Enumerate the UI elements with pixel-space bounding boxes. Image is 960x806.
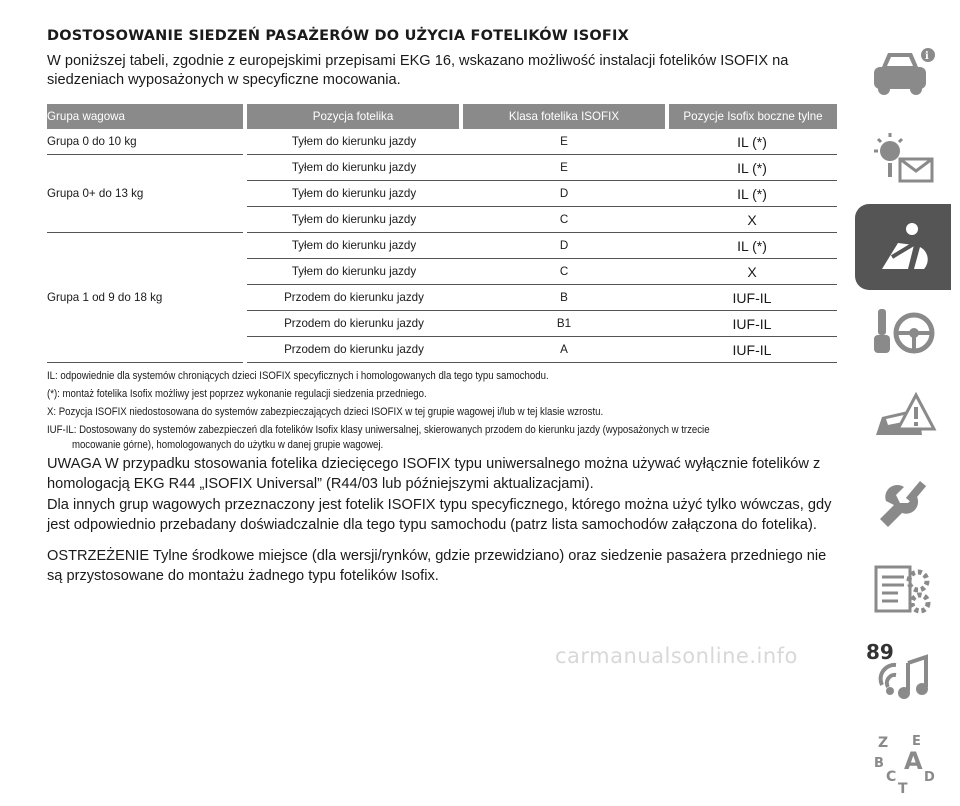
note-il	[47, 369, 838, 384]
table-row	[47, 155, 837, 181]
note-text: IUF-IL: Dostosowany do systemów zabezpieczeń dla fotelików Isofix klasy uniwersalnej, skierowanych przodem do kierunku jazdy (wyposażonych w trzecie	[47, 424, 710, 436]
page-number: 89	[866, 640, 894, 664]
car-icon	[868, 45, 938, 105]
index-letter-a: A	[904, 747, 923, 775]
class-cell: C	[461, 207, 667, 233]
table-row	[47, 129, 837, 155]
warning-paragraph: UWAGA W przypadku stosowania fotelika dziecięcego ISOFIX typu uniwersalnego można używać wyłącznie fotelików z homologacją EKG R44 „ISOFIX Universal” (R44/03 lub późniejszymi aktualizacjami).	[47, 456, 821, 492]
note-x	[47, 405, 838, 420]
table-row	[47, 233, 837, 259]
sidebar-item-car[interactable]	[855, 32, 951, 118]
note-asterisk	[47, 387, 838, 402]
position-cell: Tyłem do kierunku jazdy	[245, 181, 461, 207]
index-letter-c: C	[886, 769, 897, 785]
warning-lights-icon	[868, 131, 938, 191]
position-cell: Tyłem do kierunku jazdy	[245, 129, 461, 155]
position-cell: Tyłem do kierunku jazdy	[245, 233, 461, 259]
weight-group-cell: Grupa 0+ do 13 kg	[47, 155, 245, 233]
isofix-table	[47, 104, 837, 363]
value-cell: X	[667, 259, 837, 285]
index-letter-b: B	[874, 756, 884, 771]
index-icon	[868, 731, 938, 795]
header-rear-side-positions: Pozycje Isofix boczne tylne	[667, 104, 837, 129]
value-cell: IL (*)	[667, 129, 837, 155]
index-letter-t: T	[898, 781, 908, 795]
sidebar-item-driving[interactable]	[855, 290, 951, 376]
position-cell: Tyłem do kierunku jazdy	[245, 155, 461, 181]
note-iuf-il	[47, 423, 838, 453]
value-cell: IL (*)	[667, 181, 837, 207]
header-isofix-class: Klasa fotelika ISOFIX	[461, 104, 667, 129]
class-cell: B	[461, 285, 667, 311]
value-cell: IUF-IL	[667, 285, 837, 311]
header-weight-group: Grupa wagowa	[47, 104, 245, 129]
class-cell: E	[461, 129, 667, 155]
class-cell: B1	[461, 311, 667, 337]
sidebar-item-safety[interactable]	[855, 204, 951, 290]
note-text-continued: mocowanie górne), homologowanych do użytku w danej grupie wagowej.	[71, 439, 384, 451]
intro-paragraph: W poniższej tabeli, zgodnie z europejskimi przepisami EKG 16, wskazano możliwość instalacji fotelików ISOFIX na siedzeniach wyposażonych w specyficzne mocowania.	[47, 53, 789, 88]
weight-group-cell: Grupa 0 do 10 kg	[47, 129, 245, 155]
steering-key-icon	[868, 303, 938, 363]
technical-data-icon	[868, 561, 938, 621]
class-cell: C	[461, 259, 667, 285]
index-letter-e: E	[912, 734, 921, 749]
watermark: carmanualsonline.info	[555, 644, 798, 668]
maintenance-icon	[868, 475, 938, 535]
sidebar-item-technical-data[interactable]	[855, 548, 951, 634]
sidebar-item-maintenance[interactable]	[855, 462, 951, 548]
sidebar-item-breakdown[interactable]	[855, 376, 951, 462]
breakdown-icon	[868, 389, 938, 449]
value-cell: X	[667, 207, 837, 233]
airbag-safety-icon	[868, 217, 938, 277]
note-text: X: Pozycja ISOFIX niedostosowana do systemów zabezpieczających dzieci ISOFIX w tej grupie wagowej i/lub w tej klasie wzrostu.	[47, 406, 604, 418]
class-cell: D	[461, 181, 667, 207]
info-paragraph: Dla innych grup wagowych przeznaczony jest fotelik ISOFIX typu specyficznego, którego można użyć tylko wówczas, gdy jest odpowiednio przebadany doświadczalnie dla tego typu samochodu (patrz lista samochodów załączona do fotelika).	[47, 497, 832, 533]
value-cell: IL (*)	[667, 233, 837, 259]
value-cell: IUF-IL	[667, 311, 837, 337]
value-cell: IL (*)	[667, 155, 837, 181]
position-cell: Przodem do kierunku jazdy	[245, 285, 461, 311]
header-seat-position: Pozycja fotelika	[245, 104, 461, 129]
weight-group-cell: Grupa 1 od 9 do 18 kg	[47, 233, 245, 363]
value-cell: IUF-IL	[667, 337, 837, 363]
position-cell: Tyłem do kierunku jazdy	[245, 259, 461, 285]
page-title: DOSTOSOWANIE SIEDZEŃ PASAŻERÓW DO UŻYCIA FOTELIKÓW ISOFIX	[47, 28, 630, 44]
position-cell: Przodem do kierunku jazdy	[245, 311, 461, 337]
sidebar-item-index[interactable]	[855, 720, 951, 806]
index-letter-z: Z	[878, 735, 889, 751]
class-cell: A	[461, 337, 667, 363]
note-text: IL: odpowiednie dla systemów chroniących dzieci ISOFIX specyficznych i homologowanych dla tego typu samochodu.	[47, 370, 549, 382]
main-content	[47, 28, 837, 586]
sidebar-item-warning-lights[interactable]	[855, 118, 951, 204]
note-text: (*): montaż fotelika Isofix możliwy jest poprzez wykonanie regulacji siedzenia przedniego.	[47, 388, 427, 400]
table-notes	[47, 369, 837, 453]
position-cell: Przodem do kierunku jazdy	[245, 337, 461, 363]
position-cell: Tyłem do kierunku jazdy	[245, 207, 461, 233]
index-letter-d: D	[924, 770, 935, 785]
chapter-sidebar	[855, 32, 951, 806]
class-cell: D	[461, 233, 667, 259]
class-cell: E	[461, 155, 667, 181]
svg-text:i: i	[925, 51, 929, 62]
table-header-row	[47, 104, 837, 129]
caution-paragraph: OSTRZEŻENIE Tylne środkowe miejsce (dla wersji/rynków, gdzie przewidziano) oraz siedzenie pasażera przedniego nie są przystosowane do montażu żadnego typu fotelików Isofix.	[47, 548, 827, 584]
